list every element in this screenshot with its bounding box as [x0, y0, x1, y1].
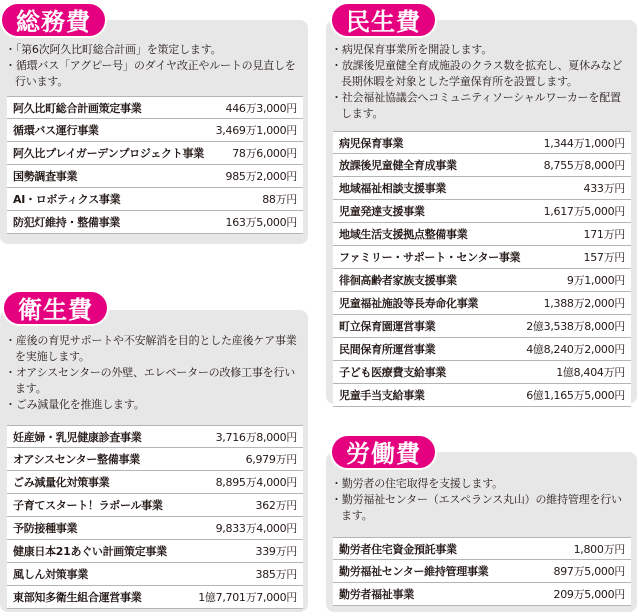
soumu-title: 総務費	[0, 2, 107, 38]
roudou-bullet: ・ 勤労福祉センター（エスペランス丸山）の維持管理を行います。	[333, 492, 631, 524]
row-amount: 78万6,000円	[232, 147, 297, 160]
minsei-title: 民生費	[330, 2, 437, 38]
row-amount: 433万円	[583, 182, 625, 195]
row-amount: 339万円	[255, 545, 297, 558]
minsei-bullet: ・ 放課後児童健全育成施設のクラス数を拡充し、夏休みなど長期休暇を対象とした学童保育所を設置します。	[333, 58, 631, 90]
row-name: ごみ減量化対策事業	[13, 476, 110, 489]
row-amount: 3,469万1,000円	[215, 124, 297, 137]
eisei-bullet: ・ オアシスセンターの外壁、エレベーターの改修工事を行います。	[7, 365, 303, 397]
row-amount: 88万円	[262, 193, 297, 206]
table-row	[7, 165, 303, 188]
row-name: 民間保育所運営事業	[339, 343, 436, 356]
table-row	[333, 361, 631, 384]
table-row	[7, 188, 303, 211]
row-name: 勤労福祉センター維持管理事業	[339, 565, 489, 578]
table-row	[333, 292, 631, 315]
minsei-bullet: ・ 社会福祉協議会へコミュニティソーシャルワーカーを配置します。	[333, 90, 631, 122]
row-amount: 1,388万2,000円	[543, 297, 625, 310]
table-row	[333, 269, 631, 292]
table-row	[7, 448, 303, 471]
minsei-bullets	[333, 42, 631, 122]
row-amount: 446万3,000円	[225, 101, 297, 115]
row-name: 徘徊高齢者家族支援事業	[339, 274, 457, 287]
table-row	[333, 315, 631, 338]
row-name: ファミリー・サポート・センター事業	[339, 251, 521, 264]
table-row	[7, 142, 303, 165]
row-name: 東部知多衛生組合運営事業	[13, 591, 142, 604]
table-row	[333, 537, 631, 560]
table-row	[333, 177, 631, 200]
row-amount: 171万円	[583, 228, 625, 241]
row-amount: 385万円	[255, 568, 297, 581]
minsei-table	[333, 131, 631, 407]
row-amount: 897万5,000円	[553, 565, 625, 578]
row-amount: 6億1,165万5,000円	[526, 389, 625, 402]
table-row	[7, 494, 303, 517]
table-row	[333, 384, 631, 407]
row-name: 妊産婦・乳児健康診査事業	[13, 430, 142, 444]
soumu-bullets	[7, 42, 303, 90]
row-amount: 362万円	[255, 499, 297, 512]
eisei-bullet: ・ ごみ減量化を推進します。	[7, 397, 303, 413]
row-amount: 1,800万円	[573, 542, 625, 556]
row-amount: 3,716万8,000円	[215, 430, 297, 444]
eisei-table	[7, 425, 303, 609]
table-row	[7, 517, 303, 540]
table-row	[333, 223, 631, 246]
roudou-title: 労働費	[330, 434, 437, 470]
table-row	[333, 583, 631, 606]
row-name: 子ども医療費支給事業	[339, 366, 446, 379]
soumu-bullet: ・ 「第6次阿久比町総合計画」を策定します。	[7, 42, 303, 58]
eisei-bullets	[7, 333, 303, 413]
row-amount: 9,833万4,000円	[215, 522, 297, 535]
table-row	[333, 154, 631, 177]
table-row	[7, 119, 303, 142]
table-row	[7, 471, 303, 494]
row-name: 防犯灯維持・整備事業	[13, 216, 120, 229]
row-name: 児童福祉施設等長寿命化事業	[339, 297, 479, 310]
roudou-bullet: ・ 勤労者の住宅取得を支援します。	[333, 476, 631, 492]
row-name: 病児保育事業	[339, 136, 404, 150]
row-name: オアシスセンター整備事業	[13, 453, 140, 466]
row-name: 阿久比プレイガーデンプロジェクト事業	[13, 147, 204, 160]
row-amount: 1億7,701万7,000円	[198, 591, 297, 604]
table-row	[7, 540, 303, 563]
table-row	[7, 425, 303, 448]
row-amount: 2億3,538万8,000円	[526, 320, 625, 333]
row-amount: 1,344万1,000円	[543, 136, 625, 150]
row-name: 児童手当支給事業	[339, 389, 425, 402]
row-name: 地域福祉相談支援事業	[339, 182, 446, 195]
table-row	[333, 200, 631, 223]
table-row	[333, 131, 631, 154]
row-name: 地域生活支援拠点整備事業	[339, 228, 468, 241]
row-amount: 6,979万円	[245, 453, 297, 466]
table-row	[333, 338, 631, 361]
table-row	[7, 563, 303, 586]
row-amount: 8,755万8,000円	[543, 159, 625, 172]
row-amount: 1億8,404万円	[556, 366, 625, 379]
row-amount: 9万1,000円	[566, 274, 625, 287]
eisei-bullet: ・ 産後の育児サポートや不安解消を目的とした産後ケア事業を実施します。	[7, 333, 303, 365]
row-name: 子育てスタート！ラポール事業	[13, 499, 163, 512]
table-row	[7, 96, 303, 119]
row-name: 阿久比町総合計画策定事業	[13, 101, 142, 115]
row-name: 勤労者住宅資金預託事業	[339, 542, 457, 556]
row-name: AI・ロボティクス事業	[13, 193, 121, 206]
row-name: 健康日本21あぐい計画策定事業	[13, 545, 167, 558]
soumu-bullet: ・ 循環バス「アグピー号」のダイヤ改正やルートの見直しを行います。	[7, 58, 303, 90]
row-name: 放課後児童健全育成事業	[339, 159, 457, 172]
soumu-table	[7, 96, 303, 234]
row-name: 勤労者福祉事業	[339, 588, 414, 601]
row-amount: 157万円	[583, 251, 625, 264]
row-name: 風しん対策事業	[13, 568, 88, 581]
row-name: 予防接種事業	[13, 522, 78, 535]
row-amount: 8,895万4,000円	[215, 476, 297, 489]
row-name: 町立保育園運営事業	[339, 320, 436, 333]
row-amount: 209万5,000円	[553, 588, 625, 601]
table-row	[333, 246, 631, 269]
roudou-bullets	[333, 476, 631, 524]
row-amount: 1,617万5,000円	[543, 205, 625, 218]
row-amount: 163万5,000円	[225, 216, 297, 229]
row-name: 児童発達支援事業	[339, 205, 425, 218]
minsei-bullet: ・ 病児保育事業所を開設します。	[333, 42, 631, 58]
row-amount: 4億8,240万2,000円	[526, 343, 625, 356]
table-row	[7, 586, 303, 609]
eisei-title: 衛生費	[2, 290, 109, 326]
roudou-table	[333, 537, 631, 606]
table-row	[7, 211, 303, 234]
row-amount: 985万2,000円	[225, 170, 297, 183]
table-row	[333, 560, 631, 583]
row-name: 国勢調査事業	[13, 170, 78, 183]
row-name: 循環バス運行事業	[13, 124, 99, 137]
